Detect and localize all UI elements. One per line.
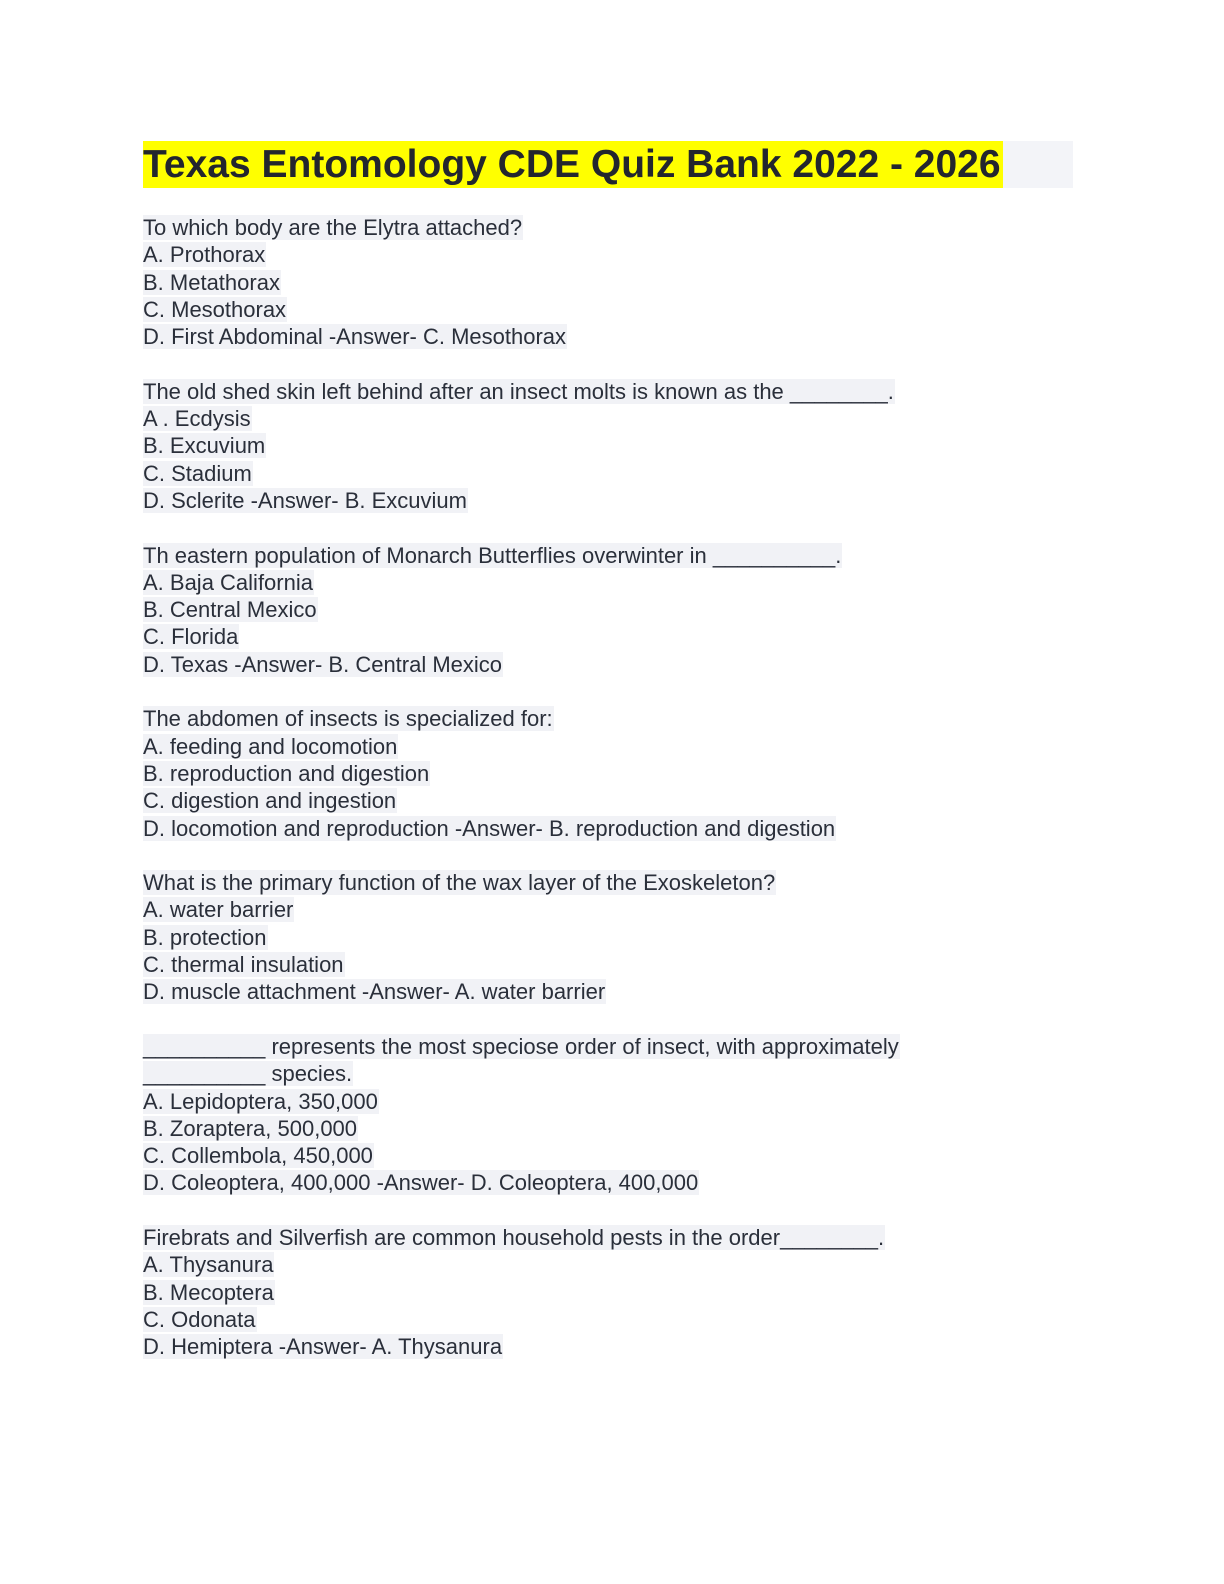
question-line [143,296,1083,323]
question-line-text: C. Odonata [143,1306,256,1332]
question-line-text: The abdomen of insects is specialized for: [143,706,553,732]
question-line-text: C. Mesothorax [143,296,287,322]
question-line [143,596,1083,623]
question-list [143,214,1083,1360]
question-line-text: The old shed skin left behind after an insect molts is known as the ________. [143,378,894,404]
question-block [143,214,1083,350]
question-line-text: A . Ecdysis [143,406,251,432]
question-line-text: To which body are the Elytra attached? [143,215,523,240]
question-block [143,1033,1083,1197]
question-line [143,1060,1083,1087]
question-line [143,815,1083,842]
question-line-text: B. protection [143,924,267,950]
question-line-text: B. reproduction and digestion [143,760,430,786]
question-line [143,1169,1083,1196]
question-text [143,378,1083,405]
question-line [143,651,1083,678]
question-text [143,214,1083,241]
question-line-text: C. Florida [143,624,239,650]
question-line [143,1115,1083,1142]
question-line [143,487,1083,514]
question-line [143,241,1083,268]
question-line [143,323,1083,350]
question-line-text: D. Texas -Answer- B. Central Mexico [143,651,503,677]
question-line-text: D. First Abdominal -Answer- C. Mesothorax [143,324,567,350]
question-line [143,405,1083,432]
question-line-text: D. locomotion and reproduction -Answer- B. reproduction and digestion [143,815,836,841]
question-line-text: B. Mecoptera [143,1279,274,1305]
question-line [143,951,1083,978]
question-text [143,869,1083,896]
question-text [143,542,1083,569]
question-block [143,705,1083,841]
question-line [143,1142,1083,1169]
question-line-text: B. Zoraptera, 500,000 [143,1115,358,1141]
question-line-text: What is the primary function of the wax layer of the Exoskeleton? [143,870,776,896]
question-line-text: D. Coleoptera, 400,000 -Answer- D. Coleoptera, 400,000 [143,1170,699,1196]
question-line-text: A. water barrier [143,897,294,923]
question-line-text: A. Prothorax [143,242,266,268]
question-line-text: A. Thysanura [143,1252,274,1278]
question-line [143,1088,1083,1115]
question-line-text: B. Metathorax [143,269,280,295]
question-line [143,432,1083,459]
question-line [143,1306,1083,1333]
document-title: Texas Entomology CDE Quiz Bank 2022 - 2026 [143,143,1001,186]
question-line [143,1251,1083,1278]
question-block [143,378,1083,514]
question-line-text: D. muscle attachment -Answer- A. water barrier [143,979,606,1005]
title-row [143,141,1073,188]
question-block [143,869,1083,1005]
question-line-text: __________ represents the most speciose order of insect, with approximately [143,1033,899,1059]
question-line [143,569,1083,596]
question-line-text: Firebrats and Silverfish are common household pests in the order________. [143,1224,885,1250]
question-line [143,460,1083,487]
question-text [143,1224,1083,1251]
question-line-text: C. digestion and ingestion [143,788,397,814]
question-line-text: A. Lepidoptera, 350,000 [143,1088,378,1114]
question-line [143,978,1083,1005]
question-line-text: A. feeding and locomotion [143,733,398,759]
question-line [143,760,1083,787]
question-line [143,924,1083,951]
question-line [143,623,1083,650]
document-page [143,141,1083,1388]
question-text [143,705,1083,732]
question-line [143,1279,1083,1306]
question-line [143,787,1083,814]
question-line-text: B. Excuvium [143,433,266,459]
question-line-text: A. Baja California [143,569,313,595]
question-line-text: D. Hemiptera -Answer- A. Thysanura [143,1334,503,1360]
question-block [143,542,1083,678]
question-line [143,1333,1083,1360]
question-line [143,733,1083,760]
question-line-text: C. Stadium [143,460,252,486]
question-line-text: C. thermal insulation [143,952,344,978]
question-line [143,896,1083,923]
question-line [143,269,1083,296]
question-line-text: __________ species. [143,1061,353,1087]
question-line-text: Th eastern population of Monarch Butterflies overwinter in __________. [143,542,842,568]
question-line-text: C. Collembola, 450,000 [143,1143,373,1169]
question-block [143,1224,1083,1360]
question-line-text: B. Central Mexico [143,597,317,623]
question-text [143,1033,1083,1060]
question-line-text: D. Sclerite -Answer- B. Excuvium [143,487,467,513]
